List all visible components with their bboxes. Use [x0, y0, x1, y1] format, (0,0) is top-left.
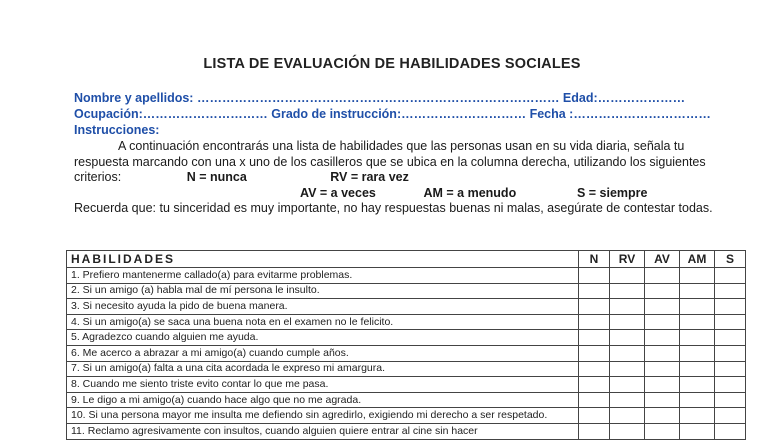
answer-cell-am[interactable] [680, 345, 715, 361]
answer-cell-n[interactable] [579, 423, 610, 439]
answer-cell-s[interactable] [715, 283, 746, 299]
skill-item: 6. Me acerco a abrazar a mi amigo(a) cuando cumple años. [67, 345, 579, 361]
answer-cell-am[interactable] [680, 423, 715, 439]
header-habilidades: HABILIDADES [67, 251, 579, 268]
answer-cell-av[interactable] [645, 361, 680, 377]
answer-cell-n[interactable] [579, 268, 610, 284]
header-rv: RV [610, 251, 645, 268]
answer-cell-av[interactable] [645, 314, 680, 330]
table-row [67, 268, 746, 284]
header-s: S [715, 251, 746, 268]
skill-item: 9. Le digo a mi amigo(a) cuando hace algo que no me agrada. [67, 392, 579, 408]
table-row [67, 299, 746, 315]
answer-cell-n[interactable] [579, 345, 610, 361]
answer-cell-n[interactable] [579, 361, 610, 377]
answer-cell-rv[interactable] [610, 361, 645, 377]
header-am: AM [680, 251, 715, 268]
document-title: LISTA DE EVALUACIÓN DE HABILIDADES SOCIALES [203, 56, 581, 72]
criteria-line [74, 186, 714, 202]
table-row [67, 283, 746, 299]
table-row [67, 361, 746, 377]
answer-cell-n[interactable] [579, 299, 610, 315]
table-header-row [67, 251, 746, 268]
skills-table [66, 250, 746, 440]
answer-cell-n[interactable] [579, 330, 610, 346]
answer-cell-s[interactable] [715, 377, 746, 393]
answer-cell-av[interactable] [645, 423, 680, 439]
answer-cell-rv[interactable] [610, 408, 645, 424]
answer-cell-rv[interactable] [610, 330, 645, 346]
table-row [67, 314, 746, 330]
personal-data-fields [74, 90, 734, 138]
instructions-paragraph: A continuación encontrarás una lista de habilidades que las personas usan en su vida diaria, señala tu respuesta marcando con una x uno de los casilleros que se ubica en la columna derecha, utilizando los siguientes criterios: [74, 139, 706, 184]
instructions-text [74, 139, 714, 186]
answer-cell-s[interactable] [715, 423, 746, 439]
answer-cell-rv[interactable] [610, 299, 645, 315]
answer-cell-n[interactable] [579, 314, 610, 330]
skill-item: 2. Si un amigo (a) habla mal de mí persona le insulto. [67, 283, 579, 299]
answer-cell-av[interactable] [645, 283, 680, 299]
header-av: AV [645, 251, 680, 268]
criterion-am: AM = a menudo [423, 185, 517, 200]
name-age-field[interactable]: Nombre y apellidos: …………………………………………………………………………… Edad:………………… [74, 91, 686, 105]
instructions-block [74, 139, 714, 217]
answer-cell-rv[interactable] [610, 283, 645, 299]
answer-cell-rv[interactable] [610, 392, 645, 408]
answer-cell-rv[interactable] [610, 314, 645, 330]
answer-cell-av[interactable] [645, 268, 680, 284]
answer-cell-am[interactable] [680, 330, 715, 346]
answer-cell-s[interactable] [715, 345, 746, 361]
answer-cell-n[interactable] [579, 392, 610, 408]
answer-cell-n[interactable] [579, 377, 610, 393]
answer-cell-s[interactable] [715, 314, 746, 330]
answer-cell-am[interactable] [680, 314, 715, 330]
answer-cell-n[interactable] [579, 408, 610, 424]
answer-cell-av[interactable] [645, 345, 680, 361]
occupation-grade-date-field[interactable]: Ocupación:………………………… Grado de instrucción:………………………… Fecha :…………………………… [74, 107, 711, 121]
skill-item: 8. Cuando me siento triste evito contar lo que me pasa. [67, 377, 579, 393]
skill-item: 5. Agradezco cuando alguien me ayuda. [67, 330, 579, 346]
answer-cell-s[interactable] [715, 392, 746, 408]
answer-cell-am[interactable] [680, 299, 715, 315]
table-row [67, 377, 746, 393]
answer-cell-am[interactable] [680, 408, 715, 424]
answer-cell-am[interactable] [680, 377, 715, 393]
skill-item: 7. Si un amigo(a) falta a una cita acordada le expreso mi amargura. [67, 361, 579, 377]
reminder-text: Recuerda que: tu sinceridad es muy importante, no hay respuestas buenas ni malas, asegúrate de contestar todas. [74, 201, 713, 215]
criterion-rv: RV = rara vez [330, 170, 409, 184]
skill-item: 4. Si un amigo(a) se saca una buena nota en el examen no le felicito. [67, 314, 579, 330]
answer-cell-rv[interactable] [610, 268, 645, 284]
answer-cell-rv[interactable] [610, 423, 645, 439]
answer-cell-av[interactable] [645, 392, 680, 408]
answer-cell-av[interactable] [645, 299, 680, 315]
header-n: N [579, 251, 610, 268]
answer-cell-av[interactable] [645, 330, 680, 346]
criterion-n: N = nunca [186, 170, 247, 184]
table-row [67, 330, 746, 346]
skill-item: 3. Si necesito ayuda la pido de buena manera. [67, 299, 579, 315]
answer-cell-s[interactable] [715, 330, 746, 346]
skill-item: 10. Si una persona mayor me insulta me defiendo sin agredirlo, exigiendo mi derecho a ser respetado. [67, 408, 579, 424]
answer-cell-am[interactable] [680, 268, 715, 284]
skill-item: 1. Prefiero mantenerme callado(a) para evitarme problemas. [67, 268, 579, 284]
answer-cell-s[interactable] [715, 408, 746, 424]
answer-cell-s[interactable] [715, 299, 746, 315]
table-row [67, 423, 746, 439]
criterion-av: AV = a veces [300, 185, 376, 200]
answer-cell-am[interactable] [680, 361, 715, 377]
skill-item: 11. Reclamo agresivamente con insultos, cuando alguien quiere entrar al cine sin hacer [67, 423, 579, 439]
answer-cell-s[interactable] [715, 361, 746, 377]
answer-cell-rv[interactable] [610, 377, 645, 393]
answer-cell-rv[interactable] [610, 345, 645, 361]
answer-cell-s[interactable] [715, 268, 746, 284]
criterion-s: S = siempre [576, 185, 648, 200]
answer-cell-av[interactable] [645, 408, 680, 424]
answer-cell-am[interactable] [680, 392, 715, 408]
table-row [67, 392, 746, 408]
table-row [67, 345, 746, 361]
answer-cell-av[interactable] [645, 377, 680, 393]
answer-cell-n[interactable] [579, 283, 610, 299]
answer-cell-am[interactable] [680, 283, 715, 299]
instructions-heading: Instrucciones: [74, 123, 160, 137]
table-row [67, 408, 746, 424]
